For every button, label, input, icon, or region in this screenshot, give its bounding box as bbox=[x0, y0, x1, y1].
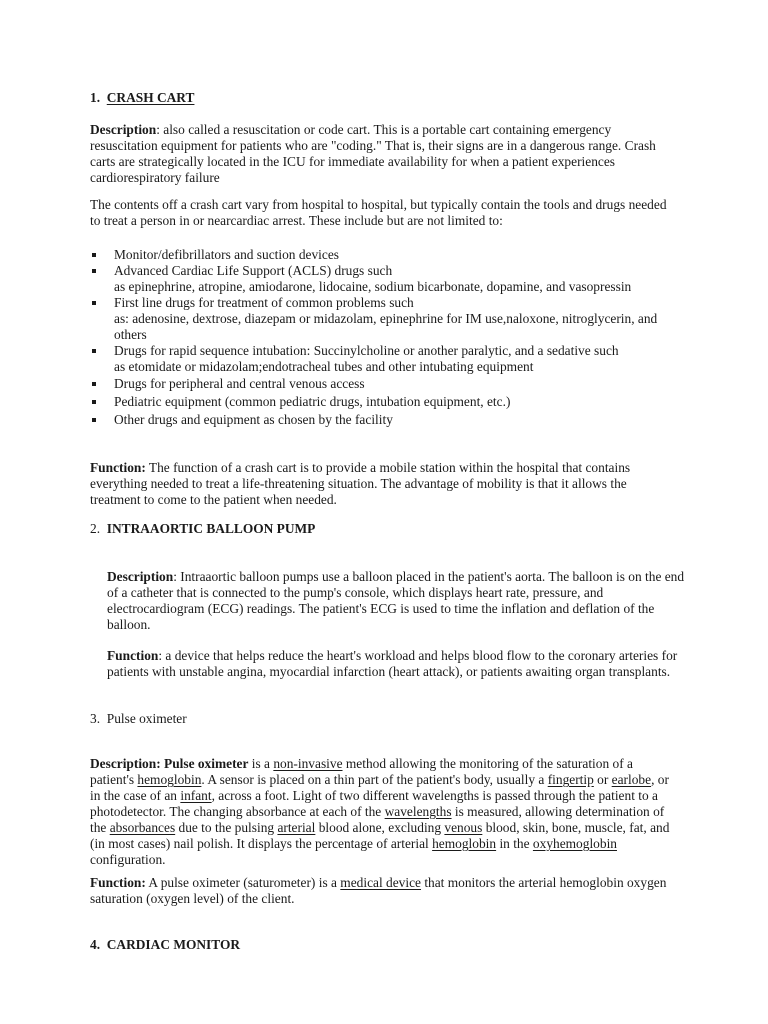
link-oxyhemoglobin[interactable]: oxyhemoglobin bbox=[532, 836, 617, 851]
iabp-function bbox=[107, 648, 685, 680]
list-item: Monitor/defibrillators and suction devices bbox=[90, 247, 690, 263]
bullet-icon bbox=[92, 269, 96, 273]
link-hemoglobin[interactable]: hemoglobin bbox=[137, 772, 202, 787]
crash-cart-function bbox=[90, 460, 680, 508]
list-item: Drugs for peripheral and central venous access bbox=[90, 376, 690, 392]
link-arterial[interactable]: arterial bbox=[277, 820, 316, 835]
description-text: : Intraaortic balloon pumps use a balloon placed in the patient's aorta. The balloon is on the end of a catheter that is connected to the pump's console, which displays heart rate, pressure, and electrocardiogram (ECG) readings. The patient's ECG is used to time the inflation and deflation of the balloon. bbox=[107, 569, 685, 632]
bullet-icon bbox=[92, 253, 96, 257]
section-3-heading bbox=[90, 711, 187, 727]
crash-cart-contents-list bbox=[90, 247, 690, 428]
list-item: Advanced Cardiac Life Support (ACLS) drugs such as epinephrine, atropine, amiodarone, lidocaine, sodium bicarbonate, dopamine, and vasopressin bbox=[90, 263, 690, 295]
link-absorbances[interactable]: absorbances bbox=[109, 820, 176, 835]
function-label: Function: bbox=[90, 875, 146, 890]
section-number: 2. bbox=[90, 521, 101, 536]
link-venous[interactable]: venous bbox=[444, 820, 483, 835]
description-text: : also called a resuscitation or code cart. This is a portable cart containing emergency resuscitation equipment for patients who are "coding." That is, their signs are in a dangerous range. Crash carts are strategically located in the ICU for immediate availability for when a patient experiences cardiorespiratory failure bbox=[90, 122, 656, 185]
link-medical-device[interactable]: medical device bbox=[340, 875, 421, 890]
function-label: Function bbox=[107, 648, 159, 663]
link-hemoglobin-2[interactable]: hemoglobin bbox=[432, 836, 497, 851]
section-2-heading bbox=[90, 521, 315, 537]
link-infant[interactable]: infant bbox=[180, 788, 212, 803]
function-text: The function of a crash cart is to provide a mobile station within the hospital that contains everything needed to treat a life-threatening situation. The advantage of mobility is that it allows the treatment to come to the patient when needed. bbox=[90, 460, 631, 507]
link-fingertip[interactable]: fingertip bbox=[547, 772, 594, 787]
function-label: Function: bbox=[90, 460, 146, 475]
link-earlobe[interactable]: earlobe bbox=[611, 772, 652, 787]
crash-cart-contents-paragraph: The contents off a crash cart vary from hospital to hospital, but typically contain the tools and drugs needed to treat a person in or nearcardiac arrest. These include but are not limited to: bbox=[90, 197, 667, 228]
list-item: First line drugs for treatment of common problems such as: adenosine, dextrose, diazepam or midazolam, epinephrine for IM use,naloxone, nitroglycerin, and others bbox=[90, 295, 690, 343]
link-non-invasive[interactable]: non-invasive bbox=[273, 756, 343, 771]
list-item: Other drugs and equipment as chosen by the facility bbox=[90, 412, 690, 428]
description-label: Description: Pulse oximeter bbox=[90, 756, 249, 771]
bullet-icon bbox=[92, 301, 96, 305]
link-wavelengths[interactable]: wavelengths bbox=[384, 804, 452, 819]
bullet-icon bbox=[92, 382, 96, 386]
crash-cart-description bbox=[90, 122, 680, 186]
function-text: : a device that helps reduce the heart's workload and helps blood flow to the coronary arteries for patients with unstable angina, myocardial infarction (heart attack), or patients awaiting organ transplants. bbox=[107, 648, 678, 679]
section-number: 3. bbox=[90, 711, 101, 726]
description-label: Description bbox=[107, 569, 174, 584]
section-1-heading bbox=[90, 90, 194, 106]
section-4-heading bbox=[90, 937, 240, 953]
bullet-icon bbox=[92, 349, 96, 353]
section-title: INTRAAORTIC BALLOON PUMP bbox=[106, 521, 316, 536]
iabp-description bbox=[107, 569, 685, 633]
section-title: CARDIAC MONITOR bbox=[106, 937, 241, 952]
section-number: 4. bbox=[90, 937, 101, 952]
bullet-icon bbox=[92, 418, 96, 422]
section-title: CRASH CART bbox=[106, 90, 195, 105]
section-title: Pulse oximeter bbox=[106, 711, 187, 726]
description-label: Description bbox=[90, 122, 157, 137]
pulse-oximeter-function: Function: A pulse oximeter (saturometer) is a medical device that monitors the arterial hemoglobin oxygen saturation (oxygen level) of the client. bbox=[90, 875, 667, 906]
bullet-icon bbox=[92, 400, 96, 404]
list-item: Drugs for rapid sequence intubation: Succinylcholine or another paralytic, and a sedative such as etomidate or midazolam;endotracheal tubes and other intubating equipment bbox=[90, 343, 690, 375]
pulse-oximeter-description: Description: Pulse oximeter is a non-invasive method allowing the monitoring of the saturation of a patient's hemoglobin. A sensor is placed on a thin part of the patient's body, usually a fingertip or earlobe, or in the case of an infant, across a foot. Light of two different wavelengths is passed through the patient to a photodetector. The changing absorbance at each of the wavelengths is measured, allowing determination of the absorbances due to the pulsing arterial blood alone, excluding venous blood, skin, bone, muscle, fat, and (in most cases) nail polish. It displays the percentage of arterial hemoglobin in the oxyhemoglobin configuration. bbox=[90, 756, 670, 867]
list-item: Pediatric equipment (common pediatric drugs, intubation equipment, etc.) bbox=[90, 394, 690, 410]
section-number: 1. bbox=[90, 90, 101, 105]
